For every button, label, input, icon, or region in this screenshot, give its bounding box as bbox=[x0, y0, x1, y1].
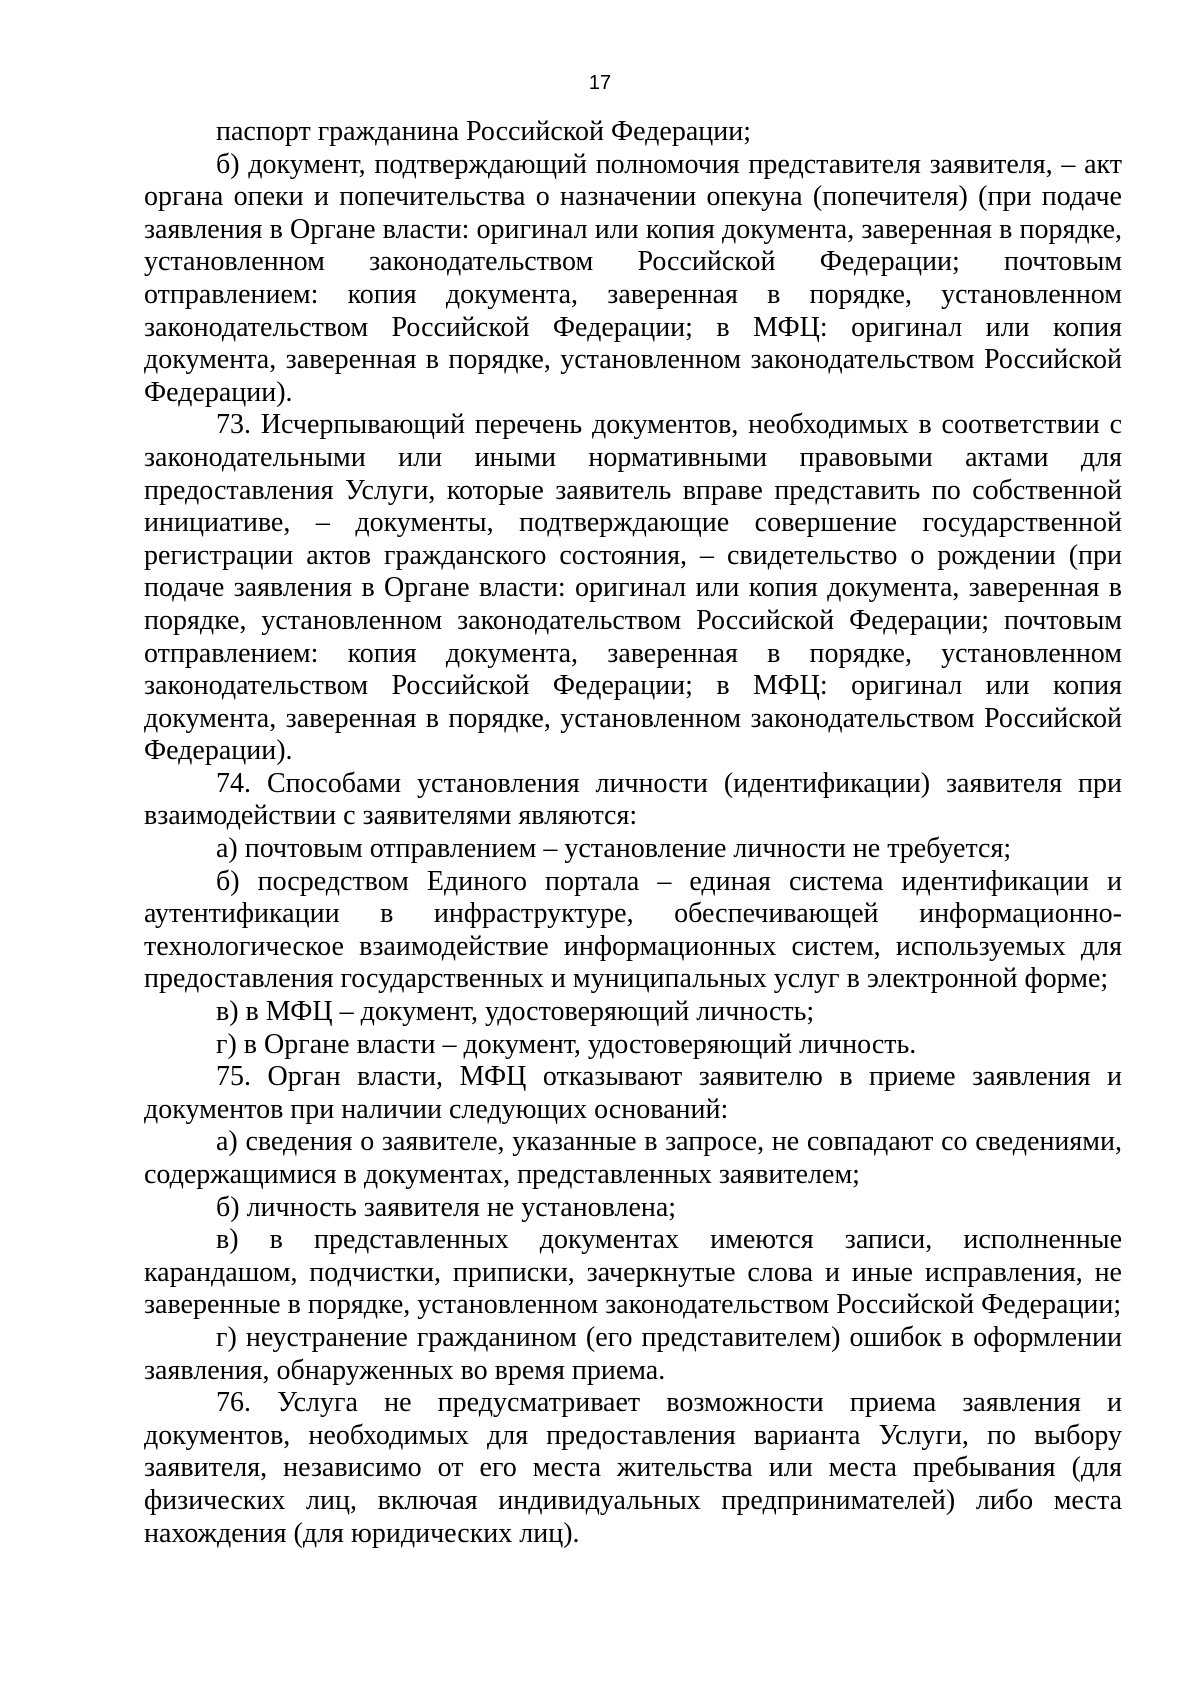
paragraph-76: 76. Услуга не предусматривает возможности приема заявления и документов, необходимых для предоставления варианта Услуги, по выбору заявителя, независимо от его места жительства или места пребывания (для физических лиц, включая индивидуальных предпринимателей) либо места нахождения (для юридических лиц). bbox=[144, 1387, 1122, 1549]
paragraph-75-g: г) неустранение гражданином (его представителем) ошибок в оформлении заявления, обнаруженных во время приема. bbox=[144, 1321, 1122, 1386]
paragraph-73: 73. Исчерпывающий перечень документов, необходимых в соответствии с законодательными или иными нормативными правовыми актами для предоставления Услуги, которые заявитель вправе представить по собственной инициативе, – документы, подтверждающие совершение государственной регистрации актов гражданского состояния, – свидетельство о рождении (при подаче заявления в Органе власти: оригинал или копия документа, заверенная в порядке, установленном законодательством Российской Федерации; почтовым отправлением: копия документа, заверенная в порядке, установленном законодательством Российской Федерации; в МФЦ: оригинал или копия документа, заверенная в порядке, установленном законодательством Российской Федерации). bbox=[144, 409, 1122, 767]
paragraph-74-a: а) почтовым отправлением – установление личности не требуется; bbox=[216, 833, 1012, 865]
document-body bbox=[144, 116, 1122, 1550]
paragraph-75-v: в) в представленных документах имеются записи, исполненные карандашом, подчистки, приписки, зачеркнутые слова и иные исправления, не заверенные в порядке, установленном законодательством Российской Федерации; bbox=[144, 1224, 1122, 1321]
paragraph-passport: паспорт гражданина Российской Федерации; bbox=[216, 116, 752, 147]
paragraph-74: 74. Способами установления личности (идентификации) заявителя при взаимодействии с заявителями являются: bbox=[144, 767, 1122, 832]
paragraph-representative-document: б) документ, подтверждающий полномочия представителя заявителя, – акт органа опеки и попечительства о назначении опекуна (попечителя) (при подаче заявления в Органе власти: оригинал или копия документа, заверенная в порядке, установленном законодательством Российской Федерации; почтовым отправлением: копия документа, заверенная в порядке, установленном законодательством Российской Федерации; в МФЦ: оригинал или копия документа, заверенная в порядке, установленном законодательством Российской Федерации). bbox=[144, 148, 1122, 408]
paragraph-75-a: а) сведения о заявителе, указанные в запросе, не совпадают со сведениями, содержащимися в документах, представленных заявителем; bbox=[144, 1126, 1122, 1190]
page-number: 17 bbox=[588, 72, 612, 94]
paragraph-75: 75. Орган власти, МФЦ отказывают заявителю в приеме заявления и документов при наличии следующих оснований: bbox=[144, 1061, 1122, 1125]
paragraph-74-v: в) в МФЦ – документ, удостоверяющий личность; bbox=[216, 996, 815, 1028]
paragraph-74-g: г) в Органе власти – документ, удостоверяющий личность. bbox=[216, 1028, 917, 1060]
paragraph-75-b: б) личность заявителя не установлена; bbox=[216, 1191, 677, 1223]
paragraph-74-b: б) посредством Единого портала – единая система идентификации и аутентификации в инфраструктуре, обеспечивающей информационно-технологическое взаимодействие информационных систем, используемых для предоставления государственных и муниципальных услуг в электронной форме; bbox=[144, 865, 1122, 995]
